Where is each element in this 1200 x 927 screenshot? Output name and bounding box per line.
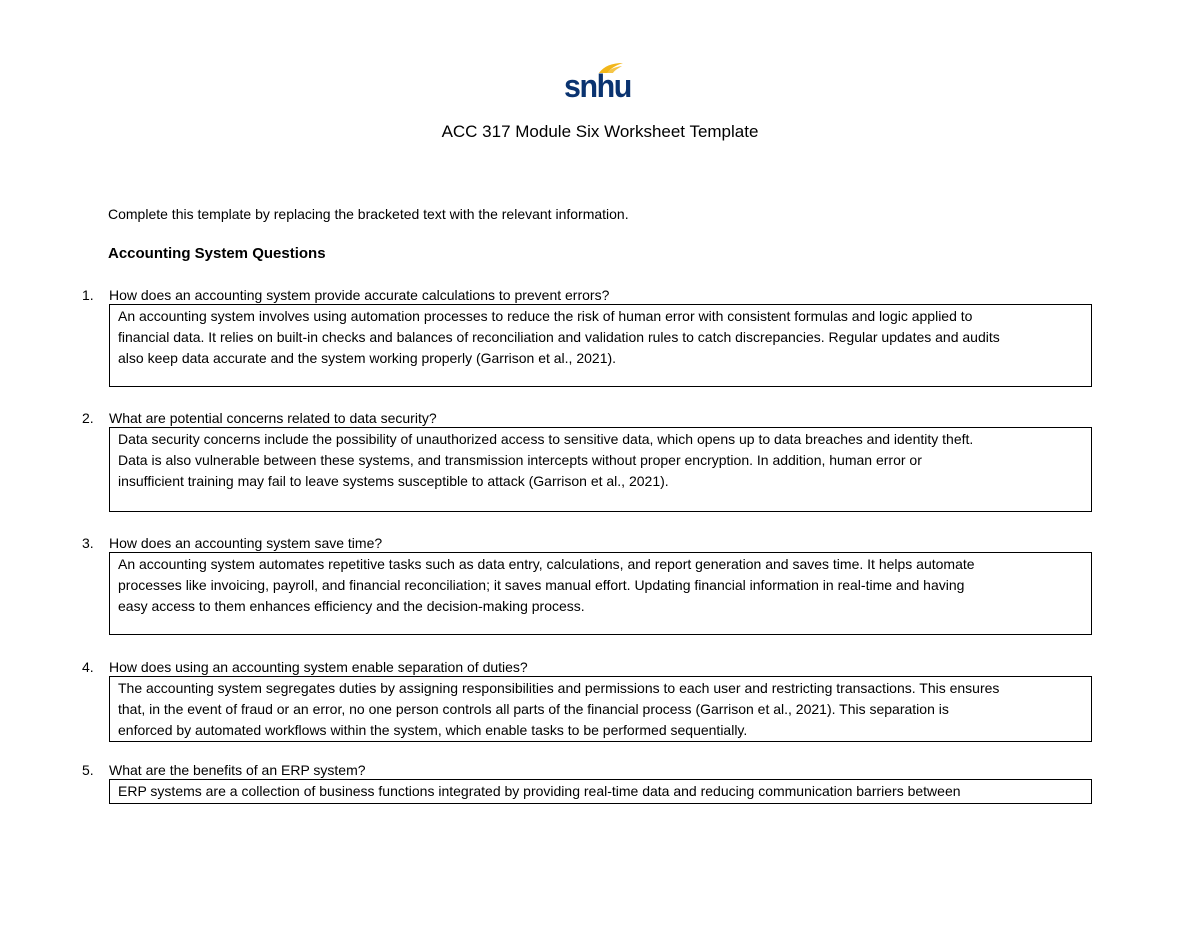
answer-line: insufficient training may fail to leave systems susceptible to attack (Garrison et al., 2021). (118, 473, 669, 489)
question-1 (82, 286, 1092, 387)
answer-box-5[interactable] (109, 779, 1092, 803)
question-4 (82, 658, 1092, 742)
answer-line: financial data. It relies on built-in checks and balances of reconciliation and validation rules to catch discrepancies. Regular updates and audits (118, 329, 1000, 345)
answer-line: Data security concerns include the possibility of unauthorized access to sensitive data, which opens up to data breaches and identity theft. (118, 431, 974, 447)
question-text: How does an accounting system save time? (109, 535, 383, 551)
answer-box-1[interactable] (109, 304, 1092, 387)
document-title: ACC 317 Module Six Worksheet Template (441, 122, 759, 141)
answer-box-4[interactable] (109, 676, 1092, 742)
answer-line: Data is also vulnerable between these systems, and transmission intercepts without proper encryption. In addition, human error or (118, 452, 922, 468)
answer-line: The accounting system segregates duties by assigning responsibilities and permissions to each user and restricting transactions. This ensures (118, 680, 1000, 696)
answer-box-5-bottom-border (109, 803, 1092, 804)
answer-line: processes like invoicing, payroll, and financial reconciliation; it saves manual effort. Updating financial information in real-time and having (118, 577, 965, 593)
answer-line: easy access to them enhances efficiency and the decision-making process. (118, 598, 585, 614)
answer-line: ERP systems are a collection of business functions integrated by providing real-time data and reducing communication barriers between (118, 783, 961, 799)
snhu-logo (564, 62, 636, 104)
question-2 (82, 409, 1092, 512)
question-number: 5. (82, 762, 94, 778)
answer-line: that, in the event of fraud or an error, no one person controls all parts of the financial process (Garrison et al., 2021). This separation is (118, 701, 949, 717)
question-text: What are the benefits of an ERP system? (109, 762, 366, 778)
answer-line: An accounting system automates repetitive tasks such as data entry, calculations, and report generation and saves time. It helps automate (118, 556, 975, 572)
logo-text: snhu (564, 68, 631, 104)
answer-box-3[interactable] (109, 552, 1092, 635)
answer-line: also keep data accurate and the system working properly (Garrison et al., 2021). (118, 350, 617, 366)
question-text: How does using an accounting system enable separation of duties? (109, 659, 528, 675)
question-text: How does an accounting system provide accurate calculations to prevent errors? (109, 287, 610, 303)
answer-line: An accounting system involves using automation processes to reduce the risk of human error with consistent formulas and logic applied to (118, 308, 973, 324)
answer-line: enforced by automated workflows within the system, which enable tasks to be performed sequentially. (118, 722, 748, 738)
instructions-text: Complete this template by replacing the bracketed text with the relevant information. (108, 206, 629, 222)
answer-box-2[interactable] (109, 427, 1092, 512)
question-number: 3. (82, 535, 94, 551)
question-number: 2. (82, 410, 94, 426)
question-number: 4. (82, 659, 94, 675)
section-heading: Accounting System Questions (108, 245, 326, 262)
question-number: 1. (82, 287, 94, 303)
question-5 (82, 761, 1092, 804)
question-3 (82, 534, 1092, 635)
question-text: What are potential concerns related to data security? (109, 410, 437, 426)
